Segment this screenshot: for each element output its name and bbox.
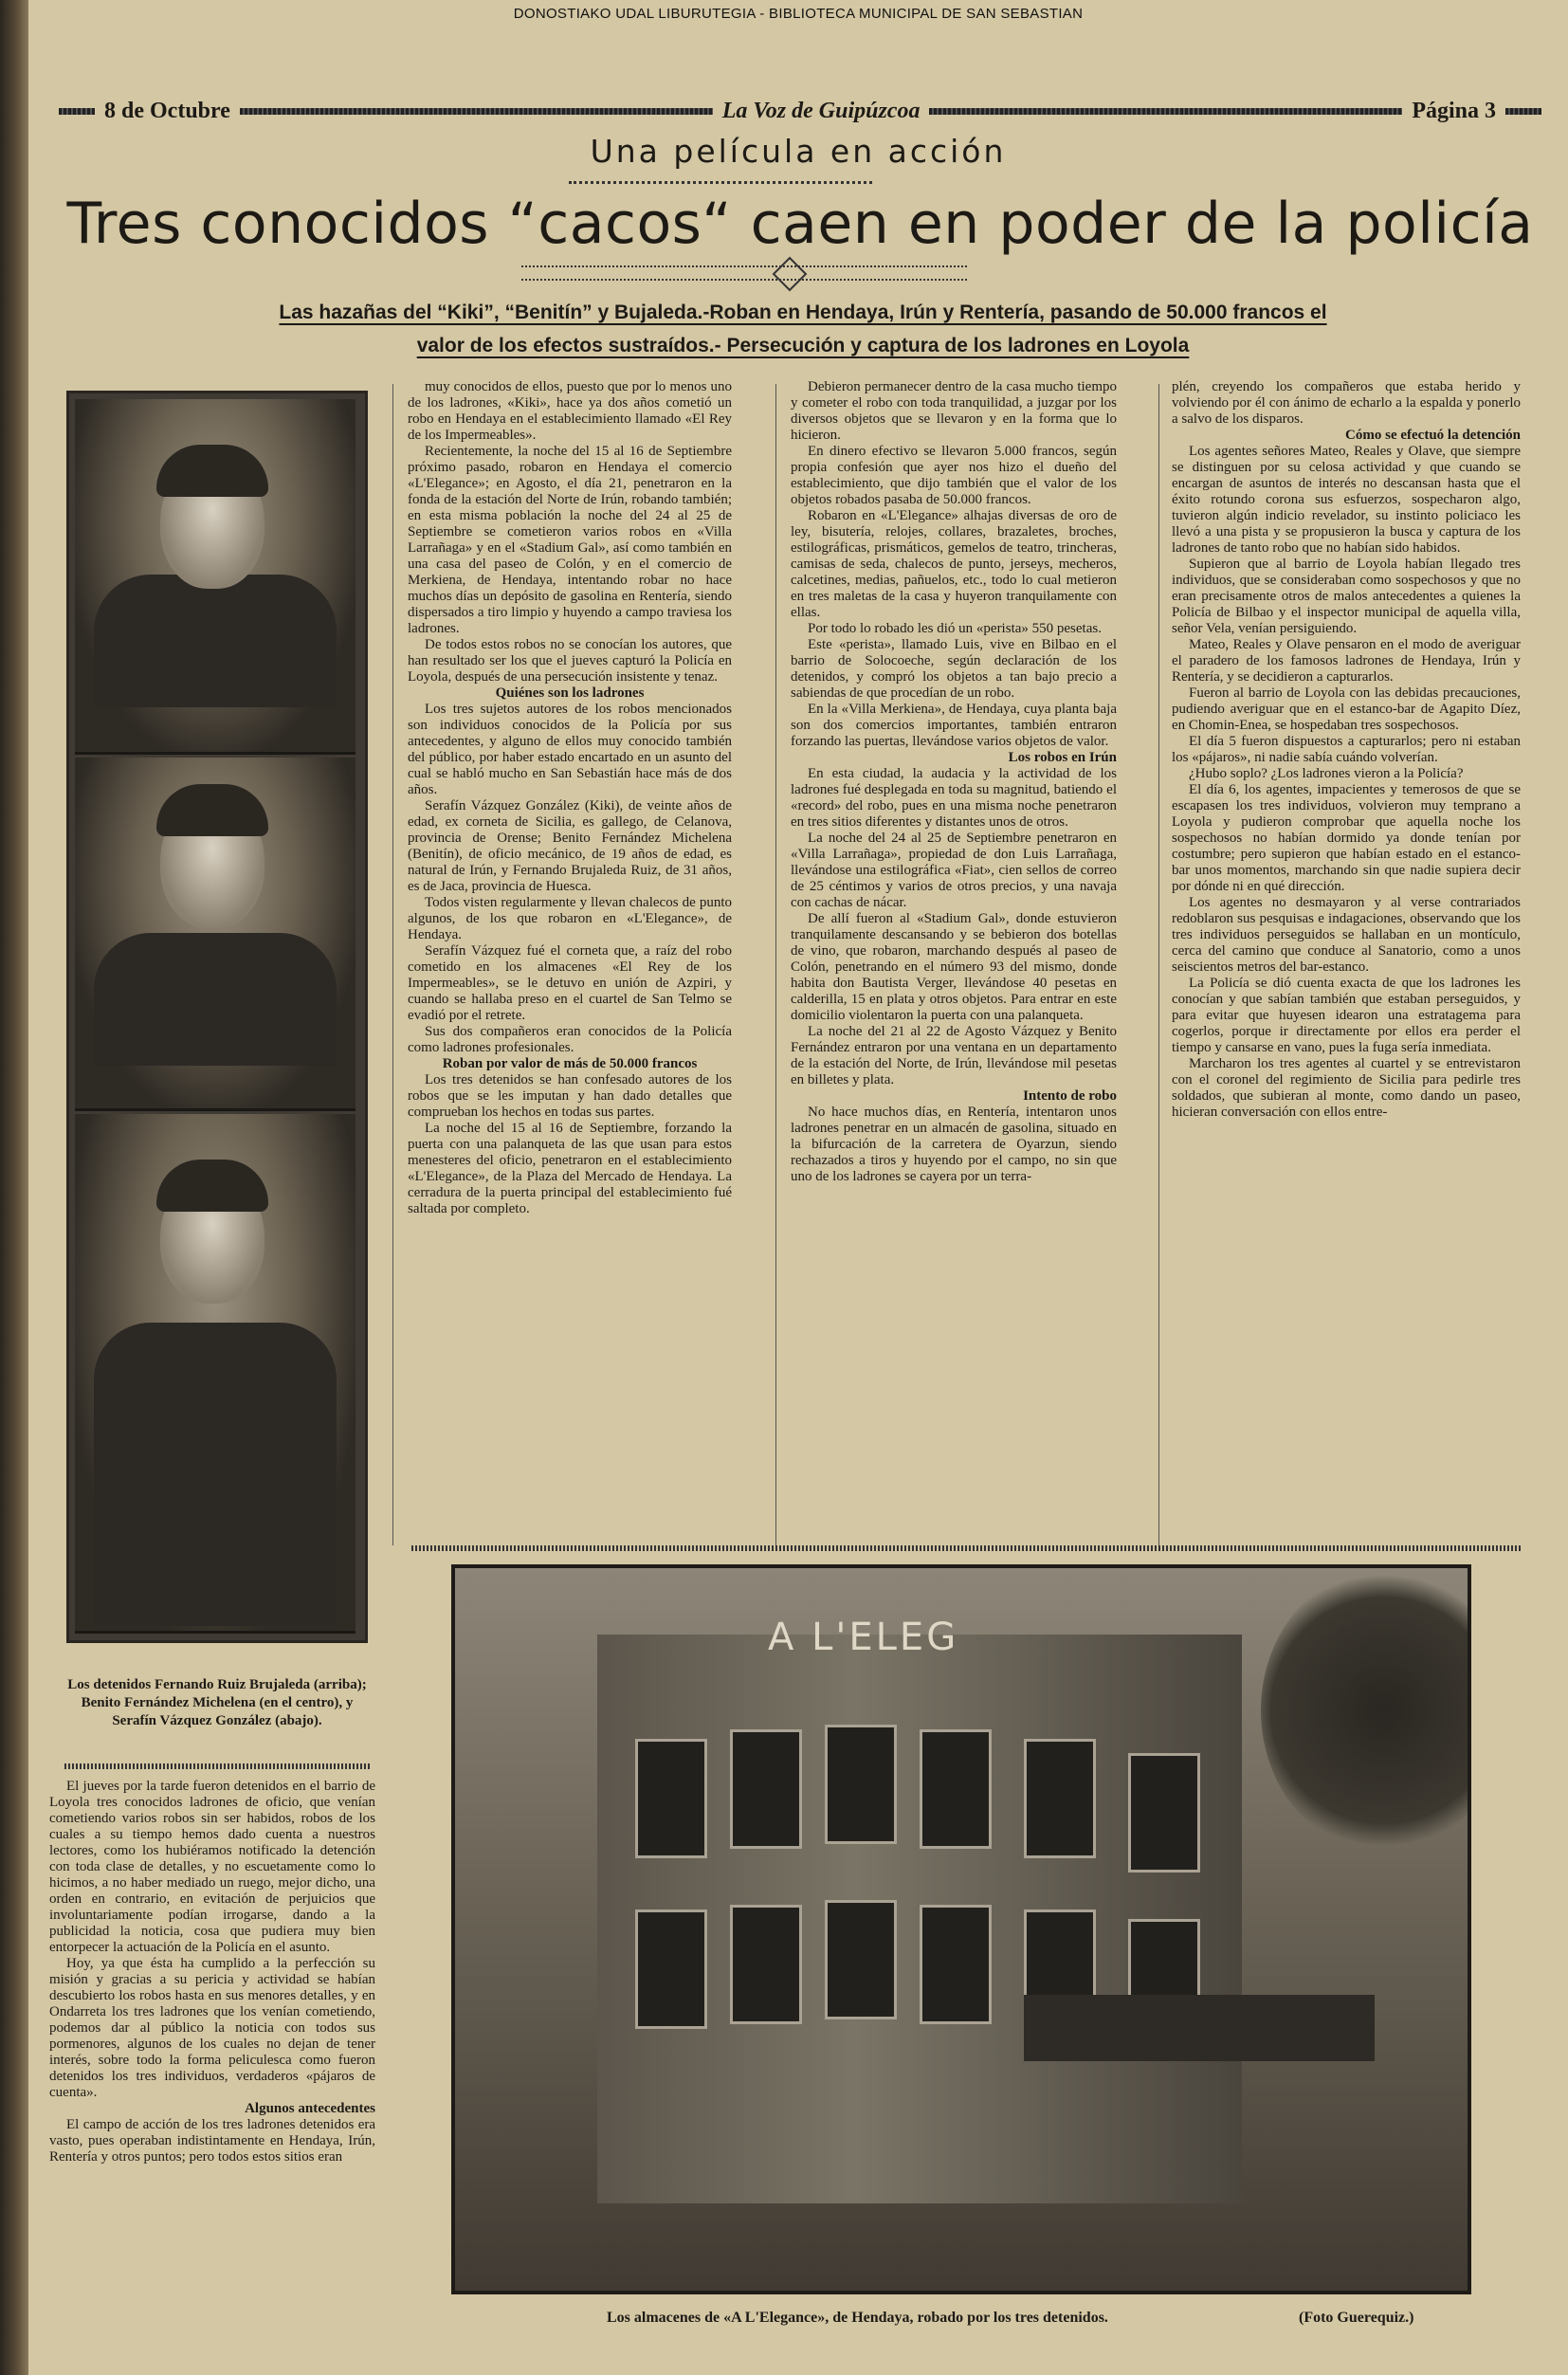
- portrait-bottom: [75, 1114, 356, 1634]
- paragraph: muy conocidos de ellos, puesto que por lo menos uno de los ladrones, «Kiki», hace ya dos años cometió un robo en Hendaya en el establecimiento llamado «El Rey de los Impermeables».: [408, 379, 732, 443]
- paragraph: Los agentes señores Mateo, Reales y Olave, que siempre se distinguen por su celosa actividad y que cuando se encargan de asuntos de interés no descansan hasta que el éxito rotundo corona sus esfuerzos, sospecharon algo, tuvieron algún indicio revelador, su instinto policiaco les llevó a una pista y se propusieron la busca y captura de los ladrones de tanto robo que no habían sido habidos.: [1172, 444, 1521, 556]
- folio-paper: La Voz de Guipúzcoa: [721, 98, 921, 123]
- paragraph: Marcharon los tres agentes al cuartel y se entrevistaron con el coronel del regimiento de Sicilia para pedirle tres soldados, que subieran al monte, como dando un paseo, hicieran conversación con ellos entre-: [1172, 1056, 1521, 1120]
- paragraph: ¿Hubo soplo? ¿Los ladrones vieron a la Policía?: [1189, 766, 1464, 781]
- column-separator: [64, 1763, 370, 1769]
- portrait-photos: [66, 391, 368, 1643]
- folio-bar: [49, 95, 1551, 127]
- paragraph: Mateo, Reales y Olave pensaron en el modo de averiguar el paradero de los famosos ladrones de Hendaya, Irún y Rentería, y se decidieron a capturarlos.: [1172, 637, 1521, 685]
- folio-page: Página 3: [1412, 98, 1497, 123]
- window: [635, 1739, 707, 1858]
- subhead-line-1: Las hazañas del “Kiki”, “Benitín” y Bujaleda.-Roban en Hendaya, Irún y Rentería, pasando de 50.000 francos el: [279, 301, 1327, 323]
- photo-credit: (Foto Guerequiz.): [1299, 2310, 1414, 2326]
- portrait-body: [94, 575, 337, 707]
- paragraph: Serafín Vázquez González (Kiki), de veinte años de edad, ex corneta de Sicilia, es gallego, de Celanova, provincia de Orense; Benito Fernández Michelena (Benitín), de oficio mecánico, de 19 años de edad, es natural de Irún, y Fernando Brujaleda Ruiz, de 31 años, es de Jaca, provincia de Huesca.: [408, 798, 732, 894]
- paragraph: La noche del 24 al 25 de Septiembre penetraron en «Villa Larrañaga», propiedad de don Luis Larrañaga, llevándose una estilográfica «Fiat», cien sellos de correo de 25 céntimos y varios de otros precios, y una navaja con cachas de nácar.: [791, 831, 1117, 910]
- paragraph: Fueron al barrio de Loyola con las debidas precauciones, pudiendo averiguar que en el estanco-bar de Agapito Díez, en Chomin-Enea, se hospedaban tres sospechosos.: [1172, 685, 1521, 733]
- paragraph: Robaron en «L'Elegance» alhajas diversas de oro de ley, bisutería, relojes, collares, brazaletes, broches, estilográficas, prismáticos, gemelos de teatro, trincheras, camisas de seda, chalecos de punto, jerseys, mecheros, calcetines, medias, pañuelos, etc., todo lo cual metieron en tres maletas de la casa y huyeron tranquilamente con ellas.: [791, 508, 1117, 620]
- dotted-rule: [569, 181, 872, 187]
- paragraph: De allí fueron al «Stadium Gal», donde estuvieron tranquilamente descansando y se bebieron dos botellas de vino, que robaron, marchando después al paseo de Colón, penetrando en el número 93 del mismo, donde habita don Bautista Verger, llevándose 40 pesetas en calderilla, 15 en plata y otros objetos. Para entrar en este domicilio violentaron la puerta con una palanqueta.: [791, 911, 1117, 1023]
- folio-date: 8 de Octubre: [104, 98, 230, 123]
- paragraph: Serafín Vázquez fué el corneta que, a raíz del robo cometido en los almacenes «El Rey de los Impermeables», se le detuvo en unión de Azpiri, y cuando se hallaba preso en el cuartel de San Telmo se evadió por el retrete.: [408, 943, 732, 1023]
- paragraph: En esta ciudad, la audacia y la actividad de los ladrones fué desplegada en toda su magnitud, batiendo el «record» del robo, pues en una misma noche penetraron en tres sitios diferentes y distantes unos de otros.: [791, 766, 1117, 830]
- section-heading: Intento de robo: [1023, 1088, 1117, 1104]
- paragraph: El campo de acción de los tres ladrones detenidos era vasto, pues operaban indistintamente en Hendaya, Irún, Rentería y otros puntos; pero todos estos sitios eran: [49, 2117, 375, 2165]
- window: [825, 1725, 897, 1844]
- paragraph: Por todo lo robado les dió un «perista» 550 pesetas.: [808, 621, 1102, 636]
- subhead-line-2: valor de los efectos sustraídos.- Persecución y captura de los ladrones en Loyola: [416, 335, 1190, 356]
- paragraph: De todos estos robos no se conocían los autores, que han resultado ser los que el jueves capturó la Policía en Loyola, después de una persecución insistente y tenaz.: [408, 637, 732, 685]
- window: [1128, 1753, 1200, 1873]
- paragraph: La noche del 15 al 16 de Septiembre, forzando la puerta con una palanqueta de las que usan para estos menesteres del oficio, penetraron en el establecimiento «L'Elegance», de la Plaza del Mercado de Hendaya. La cerradura de la puerta principal del establecimiento fué saltada por completo.: [408, 1121, 732, 1216]
- library-header: DONOSTIAKO UDAL LIBURUTEGIA - BIBLIOTECA MUNICIPAL DE SAN SEBASTIAN: [513, 6, 1084, 22]
- portrait-hair: [156, 1160, 268, 1212]
- paragraph: La noche del 21 al 22 de Agosto Vázquez y Benito Fernández entraron por una ventana en un departamento de la estación del Norte, de Irún, llevándose mil pesetas en billetes y plata.: [791, 1024, 1117, 1087]
- shop-sign: A L'ELEG: [768, 1616, 959, 1659]
- window: [1024, 1739, 1096, 1858]
- section-heading: Quiénes son los ladrones: [495, 685, 645, 701]
- paragraph: Este «perista», llamado Luis, vive en Bilbao en el barrio de Solocoeche, según declaración de los detenidos, y compró los objetos a tan bajo precio a sabiendas de que procedían de un robo.: [791, 637, 1117, 701]
- portrait-hair: [156, 445, 268, 497]
- newspaper-page: [28, 0, 1568, 2375]
- tree: [1261, 1568, 1471, 1853]
- subheadline: [85, 296, 1521, 362]
- headline: Tres conocidos “cacos“ caen en poder de la policía: [66, 191, 1534, 257]
- folio-rule: [1505, 108, 1541, 115]
- column-rule: [1158, 384, 1159, 1545]
- awning: [1024, 1995, 1375, 2061]
- column-rule: [775, 384, 776, 1545]
- paragraph: plén, creyendo los compañeros que estaba herido y volviendo por él con ánimo de echarlo a la espalda y ponerlo a salvo de los disparos.: [1172, 379, 1521, 427]
- paragraph: En dinero efectivo se llevaron 5.000 francos, según propia confesión que ayer nos hizo el dueño del establecimiento, que dijo también que el valor de los objetos robados pasaba de 50.000 francos.: [791, 444, 1117, 507]
- paragraph: Todos visten regularmente y llevan chalecos de punto algunos, de los que robaron en «L'Elegance», de Hendaya.: [408, 895, 732, 942]
- window: [825, 1900, 897, 2019]
- paragraph: El día 5 fueron dispuestos a capturarlos; pero ni estaban los «pájaros», ni nadie sabía cuándo volverían.: [1172, 734, 1521, 765]
- window: [730, 1905, 802, 2024]
- paragraph: No hace muchos días, en Rentería, intentaron unos ladrones penetrar en un almacén de gasolina, situado en la bifurcación de la carretera de Oyarzun, siendo rechazados a tiros y huyendo por el campo, no sin que uno de los ladrones se cayera por un terra-: [791, 1105, 1117, 1184]
- paragraph: El día 6, los agentes, impacientes y temerosos de que se escapasen los tres individuos, volvieron muy temprano a Loyola y pudieron comprobar que aquella noche los sospechosos no habían dormido ya donde tenían por costumbre; pero supieron que habían estado en el estanco-bar unos momentos, marchando sin que nadie supiera decir por dónde ni en qué dirección.: [1172, 782, 1521, 894]
- column-4: [1172, 379, 1521, 1536]
- window: [635, 1909, 707, 2029]
- paragraph: Supieron que al barrio de Loyola habían llegado tres individuos, que se consideraban como sospechosos y que no eran precisamente otros de malos antecedentes a quienes la Policía de Bilbao y el inspector municipal de aquella villa, señor Vela, venían persiguiendo.: [1172, 557, 1521, 636]
- portrait-body: [94, 1323, 337, 1626]
- window: [730, 1729, 802, 1849]
- kicker: Una película en acción: [590, 133, 1007, 170]
- paragraph: Sus dos compañeros eran conocidos de la Policía como ladrones profesionales.: [408, 1024, 732, 1055]
- section-heading: Cómo se efectuó la detención: [1345, 428, 1521, 443]
- folio-rule: [240, 108, 713, 115]
- paragraph: En la «Villa Merkiena», de Hendaya, cuya planta baja son dos comercios importantes, también entraron forzando las puertas, llevándose varios objetos de valor.: [791, 702, 1117, 749]
- portrait-hair: [156, 784, 268, 836]
- photo-caption: Los almacenes de «A L'Elegance», de Hendaya, robado por los tres detenidos.: [607, 2310, 1108, 2326]
- folio-rule: [59, 108, 95, 115]
- folio-rule: [929, 108, 1402, 115]
- column-1: [49, 1779, 375, 2371]
- paragraph: Debieron permanecer dentro de la casa mucho tiempo y cometer el robo con toda tranquilidad, a juzgar por los diversos objetos que se llevaron y en la forma que lo hicieron.: [791, 379, 1117, 443]
- portrait-top: [75, 399, 356, 755]
- portrait-middle: [75, 758, 356, 1111]
- ornament-diamond: [773, 257, 808, 292]
- portraits-caption: Los detenidos Fernando Ruiz Brujaleda (arriba); Benito Fernández Michelena (en el centro), y Serafín Vázquez González (abajo).: [67, 1677, 367, 1728]
- paragraph: La Policía se dió cuenta exacta de que los ladrones les conocían y que sabían también que estaban perseguidos, y para evitar que huyesen idearon una estratagema para cogerlos, porque ir directamente por ellos era perder el tiempo y cansarse en vano, pues la fuga sería inmediata.: [1172, 976, 1521, 1055]
- column-3: [791, 379, 1117, 1536]
- window: [920, 1729, 992, 1849]
- paragraph: Los tres detenidos se han confesado autores de los robos que se les imputan y han dado detalles que comprueban los hechos en todas sus partes.: [408, 1072, 732, 1120]
- column-rule: [392, 384, 393, 1545]
- section-heading: Los robos en Irún: [1008, 750, 1117, 765]
- photo-separator: [411, 1545, 1521, 1551]
- section-heading: Roban por valor de más de 50.000 francos: [442, 1056, 698, 1071]
- building: [597, 1635, 1242, 2203]
- paragraph: Los agentes no desmayaron y al verse contrariados redoblaron sus pesquisas e indagaciones, observando que los tres individuos perseguidos se hallaban en un montículo, cerca del camino que conduce al Sanatorio, como a unos seiscientos metros del bar-estanco.: [1172, 895, 1521, 975]
- column-2: [408, 379, 732, 1536]
- paragraph: Recientemente, la noche del 15 al 16 de Septiembre próximo pasado, robaron en Hendaya el comercio «L'Elegance»; en Agosto, el día 21, penetraron en la fonda de la estación del Norte de Irún, robando también; en esta misma población la noche del 24 al 25 de Septiembre se cometieron varios robos en «Villa Larrañaga» y en el «Stadium Gal», así como también en una casa del paseo de Colón, y en el comercio de Merkiena, de Hendaya, intentando robar no hace muchos días un depósito de gasolina en Rentería, siendo dispersados a tiro limpio y huyendo a campo traviesa los ladrones.: [408, 444, 732, 636]
- ornament-rule: [521, 265, 967, 281]
- window: [920, 1905, 992, 2024]
- book-binding: [0, 0, 28, 2375]
- storefront-photo: [451, 1564, 1471, 2294]
- paragraph: Hoy, ya que ésta ha cumplido a la perfección su misión y gracias a su pericia y actividad se habían descubierto los robos hasta en sus menores detalles, y en Ondarreta los tres ladrones que los venían cometiendo, podemos dar al público la noticia con todos sus pormenores, algunos de los cuales no dejan de tener interés, sobre todo la forma peliculesca como fueron detenidos los tres individuos, verdaderos «pájaros de cuenta».: [49, 1956, 375, 2100]
- paragraph: El jueves por la tarde fueron detenidos en el barrio de Loyola tres conocidos ladrones de oficio, que venían cometiendo varios robos sin ser habidos, robos de los cuales a su tiempo hemos dado cuenta a nuestros lectores, como los hubiéramos notificado la detención con toda clase de detalles, y no escuetamente como lo hicimos, a no haber mediado un ruego, mejor dicho, una orden en contrario, en evitación de perjuicios que involuntariamente podían irrogarse, dando a la publicidad la noticia, cosa que pudiera muy bien entorpecer la actuación de la Policía en el asunto.: [49, 1779, 375, 1955]
- paragraph: Los tres sujetos autores de los robos mencionados son individuos conocidos de la Policía por sus antecedentes, y alguno de ellos muy conocido también del público, por haber estado encartado en un asunto del cual se habló mucho en San Sebastián hace más de dos años.: [408, 702, 732, 797]
- portrait-body: [94, 933, 337, 1066]
- section-heading: Algunos antecedentes: [245, 2101, 375, 2116]
